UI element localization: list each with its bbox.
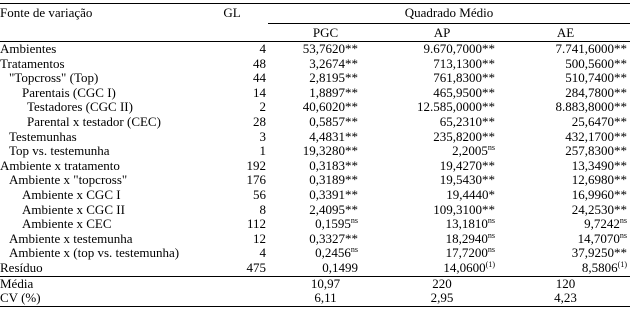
cell-ae — [501, 42, 630, 57]
cell-pgc-value: 40,6020** — [302, 99, 358, 115]
cell-ap-value: 713,1300** — [433, 55, 495, 71]
header-quadrado-medio: Quadrado Médio — [268, 4, 630, 24]
cell-pgc-value: 0,3189** — [309, 172, 358, 188]
cell-ae — [501, 217, 630, 232]
cell-source: Ambiente x tratamento — [0, 157, 120, 173]
cell-source: Testadores (CGC II) — [27, 99, 133, 115]
cell-pgc-superscript: ns — [350, 216, 358, 226]
cell-ap-value: 2,95 — [430, 290, 454, 306]
cell-pgc-value: 2,4095** — [309, 201, 358, 217]
cell-ap-value: 18,2940 — [445, 230, 488, 246]
cell-source: Resíduo — [0, 261, 196, 276]
cell-pgc — [268, 217, 383, 232]
cell-ap-value: 19,5430** — [439, 172, 495, 188]
header-pgc: PGC — [268, 24, 383, 42]
cell-ae — [501, 232, 630, 247]
cell-pgc — [268, 115, 383, 130]
cell-gl: 1 — [259, 143, 266, 159]
cell-ae-value: 12,6980** — [571, 172, 627, 188]
cell-gl: 48 — [253, 55, 266, 71]
cell-gl: 56 — [253, 186, 266, 202]
cell-ap-value: 14,0600 — [443, 259, 486, 275]
anova-table — [0, 3, 630, 307]
cell-source: Ambiente x (top vs. testemunha) — [9, 245, 180, 261]
cell-ae — [501, 130, 630, 145]
cell-ap-value: 12.585,0000** — [417, 99, 495, 115]
cell-pgc — [268, 246, 383, 261]
cell-ap — [383, 276, 501, 291]
cell-gl: 4 — [259, 245, 266, 261]
cell-ae-value: 120 — [555, 275, 576, 291]
cell-pgc — [268, 276, 383, 291]
cell-pgc-value: 0,5857** — [309, 113, 358, 129]
cell-ae-superscript: ns — [619, 230, 627, 240]
cell-ap — [383, 217, 501, 232]
cell-pgc — [268, 42, 383, 57]
cell-source: Ambiente x CGC I — [22, 186, 121, 202]
cell-ap — [383, 86, 501, 101]
cell-pgc-superscript: ns — [350, 245, 358, 255]
cell-gl — [196, 276, 268, 291]
table-row — [0, 159, 630, 174]
cell-pgc — [268, 130, 383, 145]
cell-ae — [501, 246, 630, 261]
cell-ae — [501, 173, 630, 188]
cell-ae-superscript: (1) — [617, 259, 627, 269]
table-row — [0, 217, 630, 232]
cell-ae — [501, 261, 630, 276]
cell-source: Ambiente x "topcross" — [9, 172, 128, 188]
cell-ae — [501, 57, 630, 72]
cell-ap-value: 2,2005 — [452, 143, 488, 159]
cell-ap-value: 235,8200** — [433, 128, 495, 144]
cell-ap — [383, 57, 501, 72]
cell-ae — [501, 100, 630, 115]
cell-ap — [383, 115, 501, 130]
cell-ap-superscript: ns — [487, 230, 495, 240]
cell-pgc — [268, 86, 383, 101]
cell-ap-value: 9.670,7000** — [423, 41, 495, 56]
table-row — [0, 203, 630, 218]
header-gl: GL — [196, 4, 268, 24]
cell-ap — [383, 261, 501, 276]
cell-ap-value: 109,3100** — [433, 201, 495, 217]
cell-ae — [501, 291, 630, 306]
cell-ae-value: 37,9250** — [571, 245, 627, 261]
cell-ae — [501, 144, 630, 159]
table-row — [0, 246, 630, 261]
cell-ap-value: 19,4440* — [446, 186, 495, 202]
cell-ap-value: 17,7200 — [445, 245, 488, 261]
cell-gl — [196, 291, 268, 306]
cell-ap — [383, 71, 501, 86]
cell-ap-value: 220 — [432, 275, 452, 291]
cell-source: Tratamentos — [0, 55, 65, 71]
cell-ap — [383, 173, 501, 188]
table-row — [0, 71, 630, 86]
cell-ae-value: 13,3490** — [571, 157, 627, 173]
cell-pgc — [268, 100, 383, 115]
cell-gl: 176 — [246, 172, 266, 188]
cell-pgc-value: 6,11 — [314, 290, 337, 306]
cell-ap-superscript: ns — [487, 245, 495, 255]
table-row — [0, 57, 630, 72]
cell-gl: 4 — [259, 41, 266, 56]
cell-pgc-value: 0,3327** — [309, 230, 358, 246]
cell-ae — [501, 203, 630, 218]
table-row — [0, 86, 630, 101]
cell-gl: 44 — [253, 70, 266, 86]
cell-source: Ambiente x CGC II — [22, 201, 125, 217]
cell-source: Top vs. testemunha — [9, 143, 110, 159]
table-row — [0, 291, 630, 306]
cell-ae-value: 500,5600** — [565, 55, 627, 71]
header-source: Fonte de variação — [0, 4, 196, 24]
cell-source: CV (%) — [0, 291, 196, 306]
cell-ae-superscript: ns — [619, 216, 627, 226]
cell-pgc-value: 19,3280** — [302, 143, 358, 159]
cell-pgc — [268, 188, 383, 203]
table-body — [0, 42, 630, 307]
cell-source: "Topcross" (Top) — [9, 70, 99, 86]
header-ae: AE — [501, 24, 630, 42]
cell-pgc-value: 0,1499 — [322, 259, 358, 275]
cell-ap-value: 19,4270** — [439, 157, 495, 173]
cell-source: Parentais (CGC I) — [22, 84, 116, 100]
cell-ap — [383, 232, 501, 247]
cell-ae-value: 257,8300** — [565, 143, 627, 159]
cell-ap — [383, 291, 501, 306]
cell-pgc-value: 3,2674** — [309, 55, 358, 71]
cell-ae — [501, 115, 630, 130]
cell-ae-value: 432,1700** — [565, 128, 627, 144]
cell-ae-value: 7.741,6000** — [555, 41, 627, 56]
cell-pgc-value: 53,7620** — [302, 41, 358, 56]
cell-gl: 12 — [253, 230, 266, 246]
cell-ap-value: 13,1810 — [445, 216, 488, 232]
cell-pgc — [268, 173, 383, 188]
cell-source: Testemunhas — [9, 128, 77, 144]
cell-ae-value: 16,9960** — [571, 186, 627, 202]
cell-gl: 8 — [259, 201, 266, 217]
cell-ap — [383, 144, 501, 159]
cell-ae-value: 25,6470** — [571, 113, 627, 129]
cell-pgc-value: 0,1595 — [315, 216, 351, 232]
cell-ae-value: 24,2530** — [571, 201, 627, 217]
cell-pgc-value: 4,4831** — [309, 128, 358, 144]
cell-pgc — [268, 291, 383, 306]
cell-ap-value: 761,8300** — [433, 70, 495, 86]
table-row — [0, 42, 630, 57]
cell-pgc-value: 1,8897** — [309, 84, 358, 100]
cell-ae-value: 8.883,8000** — [555, 99, 627, 115]
cell-source: Parental x testador (CEC) — [27, 113, 161, 129]
cell-pgc-value: 10,97 — [310, 275, 341, 291]
cell-ae-value: 14,7070 — [577, 230, 620, 246]
table-row — [0, 130, 630, 145]
cell-gl: 475 — [196, 261, 268, 276]
cell-ae — [501, 86, 630, 101]
cell-ae-value: 4,23 — [554, 290, 577, 306]
table-row — [0, 144, 630, 159]
cell-source: Ambiente x testemunha — [9, 230, 133, 246]
cell-ap-value: 65,2310** — [439, 113, 495, 129]
cell-pgc — [268, 261, 383, 276]
cell-ae — [501, 71, 630, 86]
cell-pgc-value: 0,3183** — [309, 157, 358, 173]
header-row-1 — [0, 4, 630, 24]
cell-ap-value: 465,9500** — [433, 84, 495, 100]
cell-gl: 3 — [259, 128, 266, 144]
cell-ap — [383, 246, 501, 261]
table-row — [0, 115, 630, 130]
cell-ae-value: 284,7800** — [565, 84, 627, 100]
header-blank-gl — [196, 24, 268, 42]
cell-ae-value: 8,5806 — [581, 259, 618, 275]
cell-ap — [383, 188, 501, 203]
header-ap: AP — [383, 24, 501, 42]
cell-ap — [383, 42, 501, 57]
cell-pgc — [268, 144, 383, 159]
cell-source: Média — [0, 275, 34, 291]
table-row — [0, 173, 630, 188]
cell-pgc — [268, 203, 383, 218]
cell-pgc — [268, 57, 383, 72]
cell-source: Ambientes — [0, 41, 57, 56]
cell-ae-value: 9,7242 — [584, 216, 620, 232]
table-row — [0, 188, 630, 203]
cell-pgc — [268, 71, 383, 86]
cell-pgc-value: 0,3391** — [309, 186, 358, 202]
cell-ap-superscript: (1) — [485, 259, 495, 269]
table-row — [0, 232, 630, 247]
cell-pgc-value: 0,2456 — [315, 245, 351, 261]
cell-ap — [383, 100, 501, 115]
header-blank-source — [0, 24, 196, 42]
cell-ae-value: 510,7400** — [565, 70, 627, 86]
cell-ae — [501, 276, 630, 291]
table-row — [0, 100, 630, 115]
cell-gl: 2 — [259, 99, 266, 115]
cell-ap-superscript: ns — [487, 143, 495, 153]
cell-pgc — [268, 232, 383, 247]
cell-ap — [383, 159, 501, 174]
cell-source: Ambiente x CEC — [22, 216, 112, 232]
cell-gl: 192 — [246, 157, 266, 173]
cell-gl: 14 — [253, 84, 266, 100]
header-row-2 — [0, 24, 630, 42]
cell-ap-superscript: ns — [487, 216, 495, 226]
cell-gl: 28 — [253, 113, 266, 129]
cell-ae — [501, 188, 630, 203]
cell-pgc — [268, 159, 383, 174]
cell-ap — [383, 130, 501, 145]
cell-gl: 112 — [246, 216, 266, 232]
table-row — [0, 276, 630, 291]
table-row — [0, 261, 630, 276]
cell-ap — [383, 203, 501, 218]
cell-ae — [501, 159, 630, 174]
cell-pgc-value: 2,8195** — [309, 70, 358, 86]
